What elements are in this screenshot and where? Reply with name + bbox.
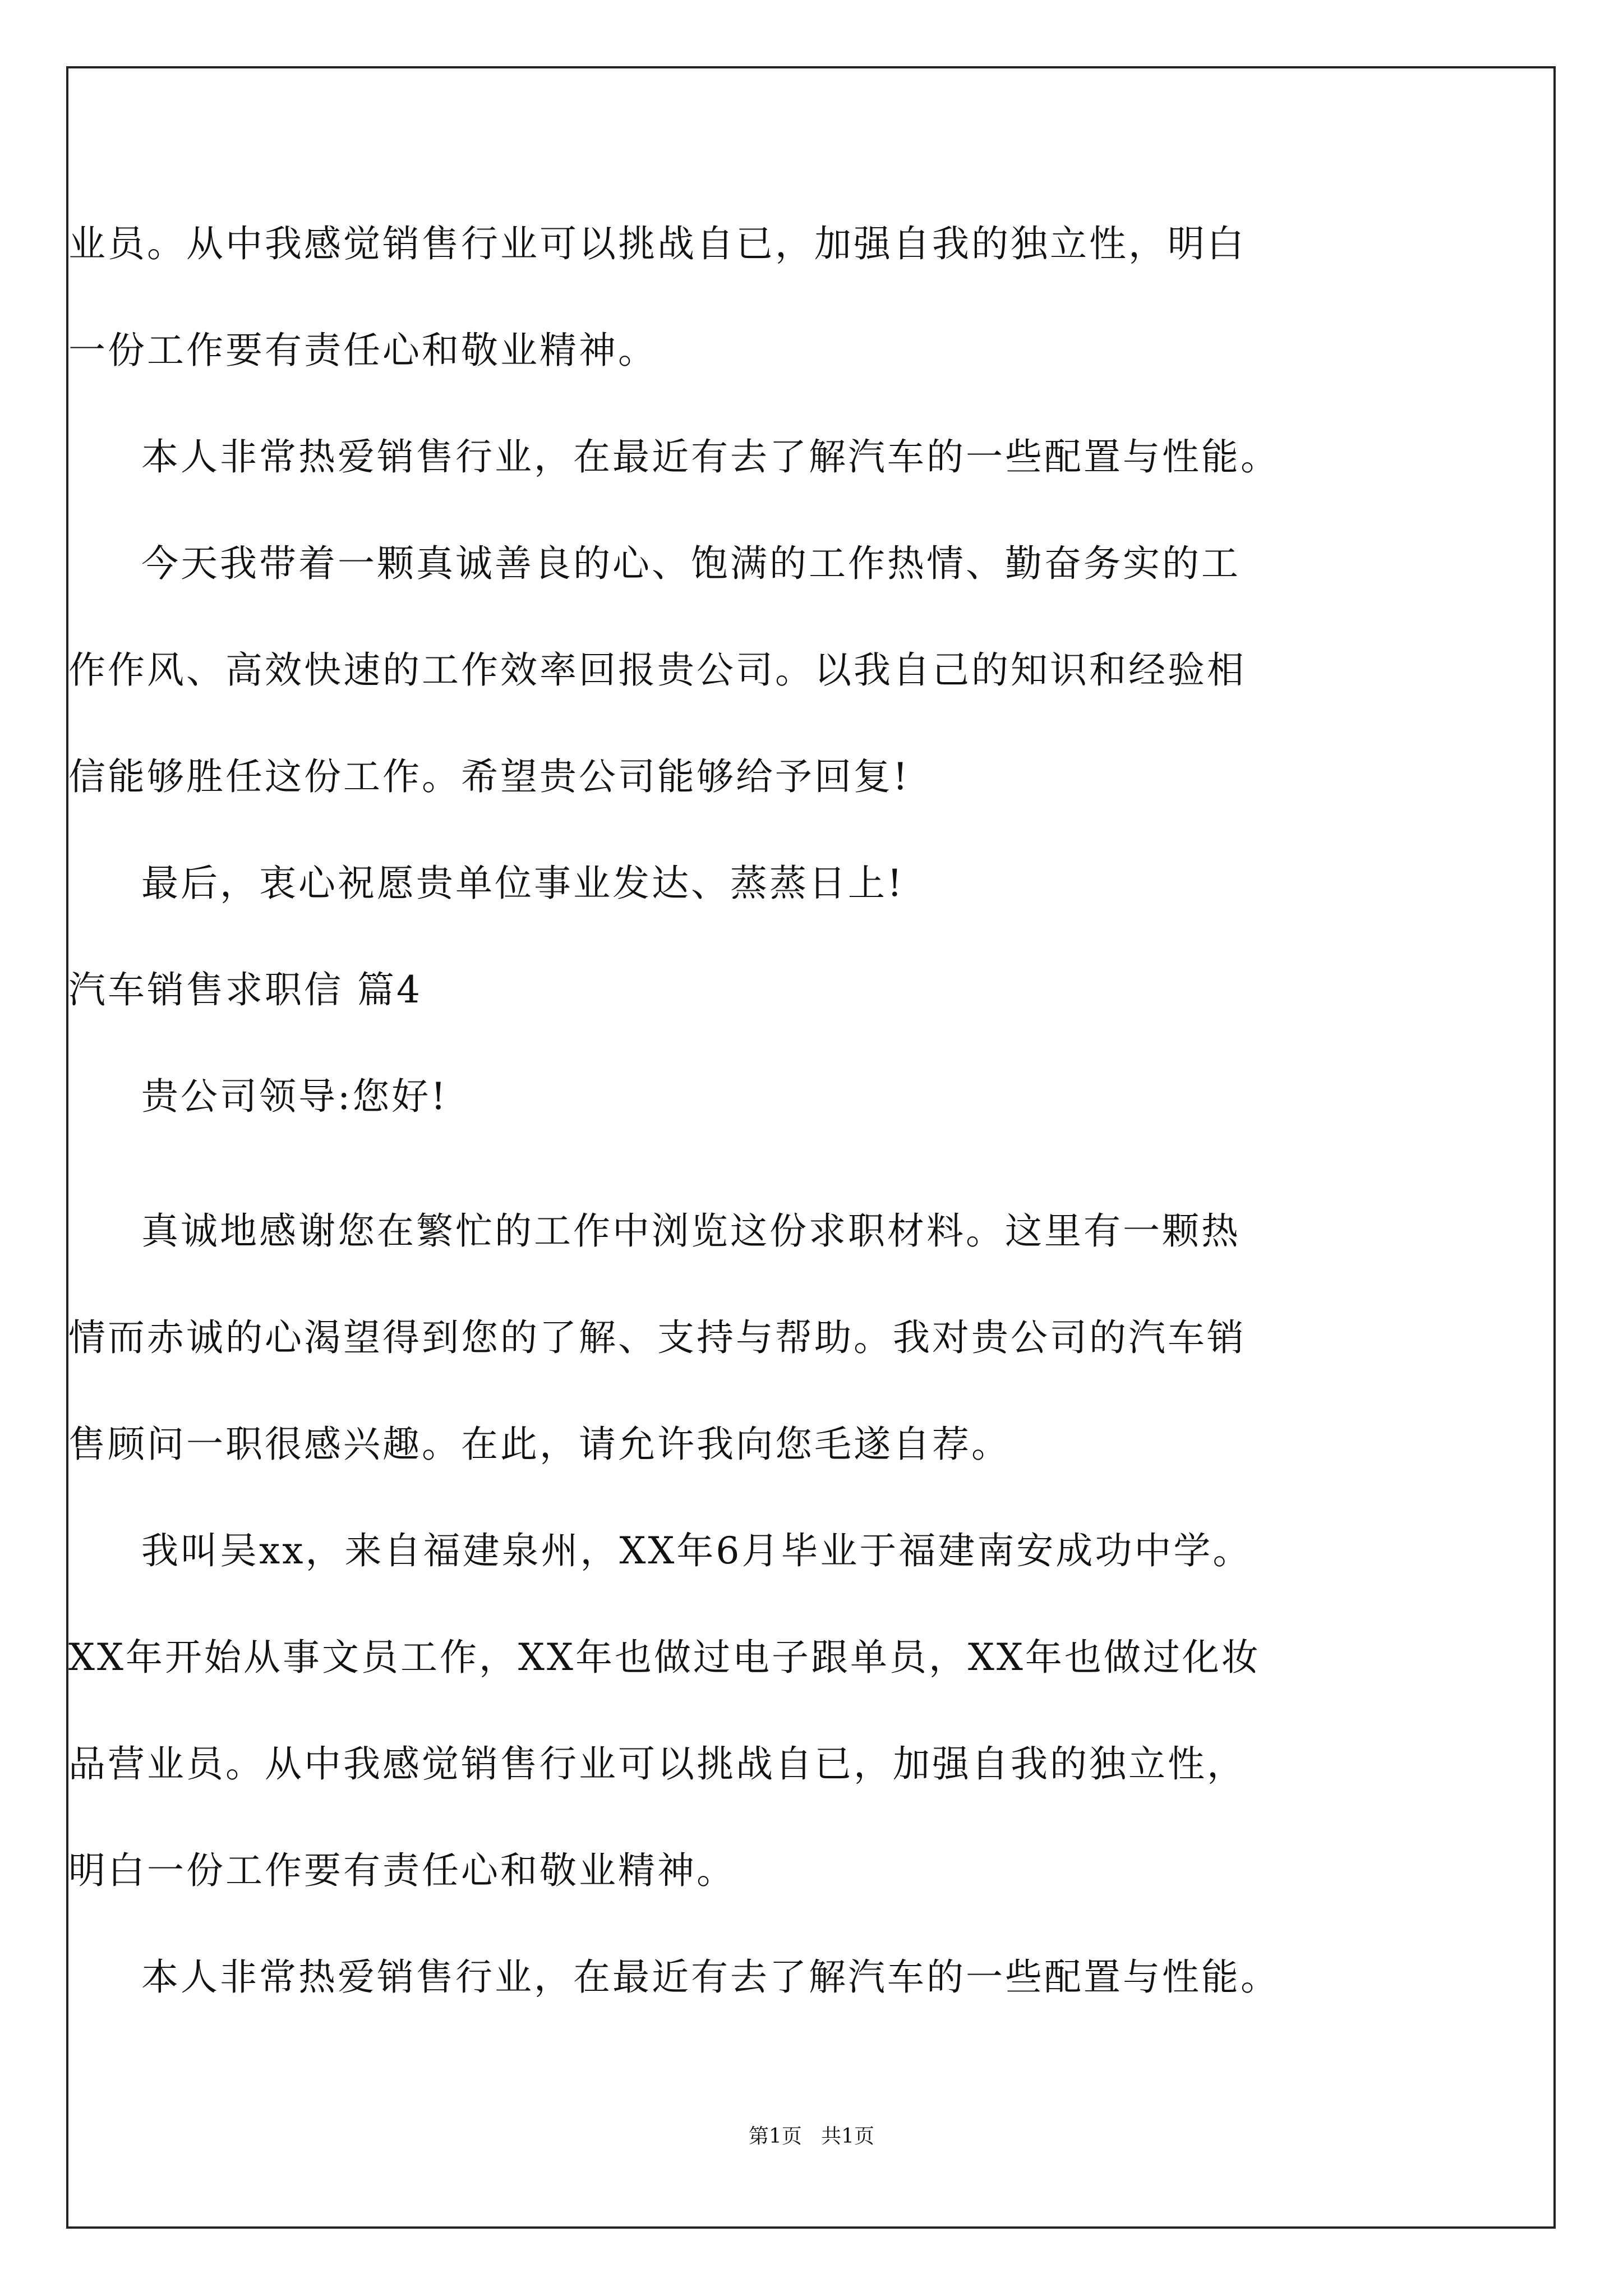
text-line: 本人非常热爱销售行业，在最近有去了解汽车的一些配置与性能。 [141, 1955, 1280, 1999]
text-line: 真诚地感谢您在繁忙的工作中浏览这份求职材料。这里有一颗热 [141, 1209, 1241, 1253]
text-line: XX年开始从事文员工作，XX年也做过电子跟单员，XX年也做过化妆 [68, 1636, 1261, 1679]
text-line: 品营业员。从中我感觉销售行业可以挑战自已，加强自我的独立性， [68, 1742, 1246, 1786]
text-line: 情而赤诚的心渴望得到您的了解、支持与帮助。我对贵公司的汽车销 [68, 1316, 1246, 1359]
text-line: 业员。从中我感觉销售行业可以挑战自已，加强自我的独立性，明白 [68, 222, 1246, 265]
text-line: 我叫吴xx，来自福建泉州，XX年6月毕业于福建南安成功中学。 [141, 1529, 1252, 1572]
text-line: 一份工作要有责任心和敬业精神。 [68, 329, 657, 372]
text-line: 本人非常热爱销售行业，在最近有去了解汽车的一些配置与性能。 [141, 435, 1280, 478]
text-line: 作作风、高效快速的工作效率回报贵公司。以我自己的知识和经验相 [68, 648, 1246, 692]
text-line: 明白一份工作要有责任心和敬业精神。 [68, 1849, 736, 1892]
text-line: 售顾问一职很感兴趣。在此，请允许我向您毛遂自荐。 [68, 1423, 1011, 1466]
text-line: 信能够胜任这份工作。希望贵公司能够给予回复! [68, 755, 910, 798]
text-line: 今天我带着一颗真诚善良的心、饱满的工作热情、勤奋务实的工 [141, 542, 1241, 585]
page-footer: 第1页 共1页 [748, 2125, 875, 2148]
salutation: 贵公司领导:您好! [141, 1075, 448, 1118]
page-border [66, 66, 1556, 2229]
section-heading: 汽车销售求职信 篇4 [68, 968, 422, 1011]
text-line: 最后，衷心祝愿贵单位事业发达、蒸蒸日上! [141, 862, 905, 905]
